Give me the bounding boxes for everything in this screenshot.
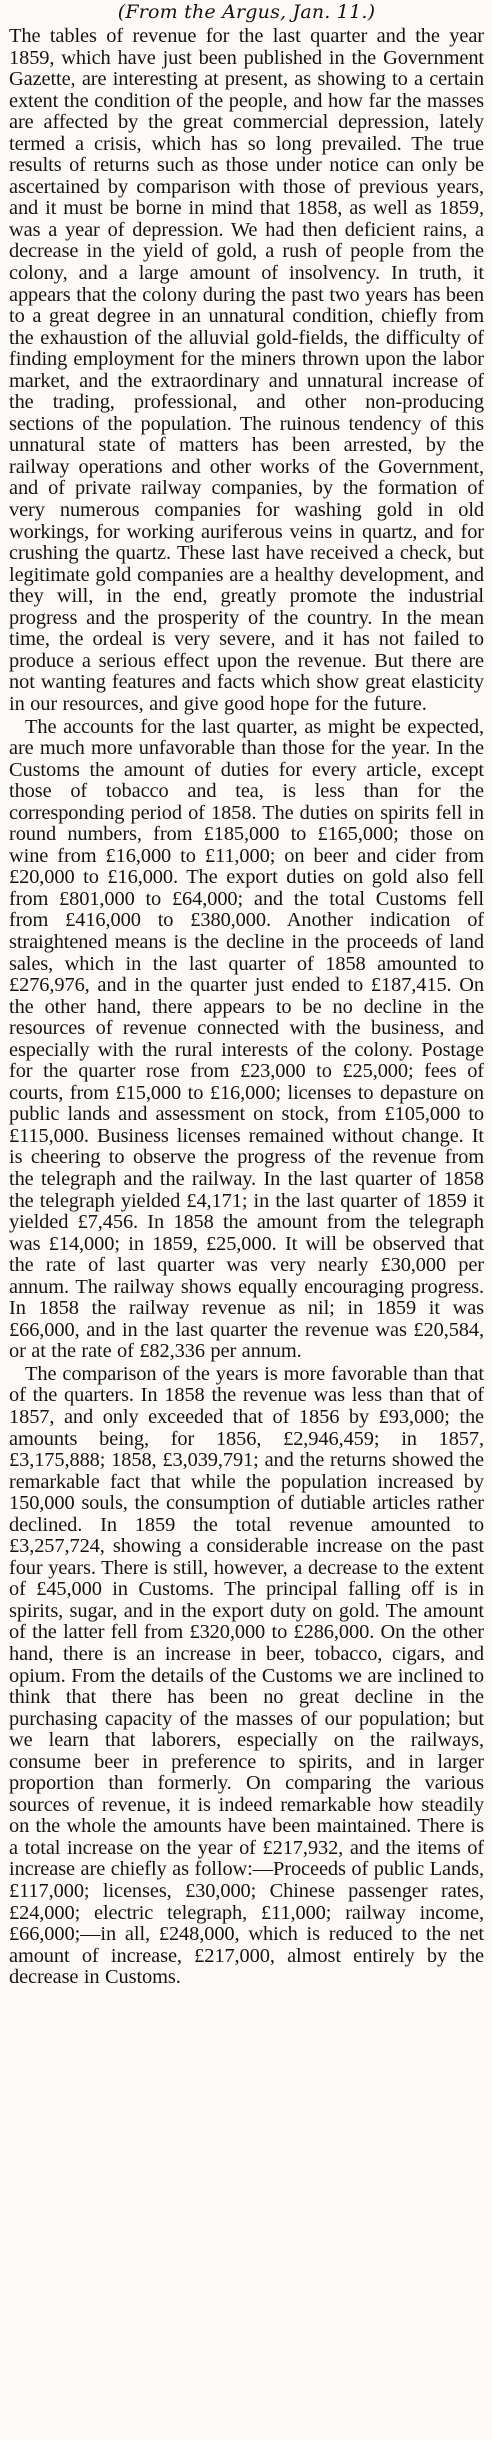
article-paragraph-3: The comparison of the years is more favorable than that of the quarters. In 1858 the revenue was less than that of 1857, and only exceeded that of 1856 by £93,000; the amounts being, for 1856, £2,946,459; in 1857, £3,175,888; 1858, £3,039,791; and the returns showed the remarkable fact that while the population increased by 150,000 souls, the consumption of dutiable articles rather declined. In 1859 the total revenue amounted to £3,257,724, showing a considerable increase on the past four years. There is still, however, a decrease to the extent of £45,000 in Customs. The principal falling off is in spirits, sugar, and in the export duty on gold. The amount of the latter fell from £320,000 to £286,000. On the other hand, there is an increase in beer, tobacco, cigars, and opium. From the details of the Customs we are inclined to think that there has been no great decline in the purchasing capacity of the masses of our population; but we learn that laborers, especially on the railways, consume beer in preference to spirits, and in larger proportion than formerly. On comparing the various sources of revenue, it is indeed remarkable how steadily on the whole the amounts have been maintained. There is a total increase on the year of £217,932, and the items of increase are chiefly as follow:—Proceeds of public Lands, £117,000; licenses, £30,000; Chinese passenger rates, £24,000; electric telegraph, £11,000; railway income, £66,000;—in all, £248,000, which is reduced to the net amount of increase, £217,000, almost entirely by the decrease in Customs. [9, 1362, 484, 1989]
article-body [9, 26, 484, 1989]
article-paragraph-2: The accounts for the last quarter, as might be expected, are much more unfavorable than those for the year. In the Customs the amount of duties for every article, except those of tobacco and tea, is less than for the corresponding period of 1858. The duties on spirits fell in round numbers, from £185,000 to £165,000; those on wine from £16,000 to £11,000; on beer and cider from £20,000 to £16,000. The export duties on gold also fell from £801,000 to £64,000; and the total Customs fell from £416,000 to £380,000. Another indication of straightened means is the decline in the proceeds of land sales, which in the last quarter of 1858 amounted to £276,976, and in the quarter just ended to £187,415. On the other hand, there appears to be no decline in the resources of revenue connected with the business, and especially with the rural interests of the colony. Postage for the quarter rose from £23,000 to £25,000; fees of courts, from £15,000 to £16,000; licenses to depasture on public lands and assessment on stock, from £105,000 to £115,000. Business licenses remained without change. It is cheering to observe the progress of the revenue from the telegraph and the railway. In the last quarter of 1858 the telegraph yielded £4,171; in the last quarter of 1859 it yielded £7,456. In 1858 the amount from the telegraph was £14,000; in 1859, £25,000. It will be observed that the rate of last quarter was very nearly £30,000 per annum. The railway shows equally encouraging progress. In 1858 the railway revenue as nil; in 1859 it was £66,000, and in the last quarter the revenue was £20,584, or at the rate of £82,336 per annum. [9, 715, 484, 1363]
article-paragraph-1: The tables of revenue for the last quarter and the year 1859, which have just been published in the Government Gazette, are interesting at present, as showing to a certain extent the condition of the people, and how far the masses are affected by the great commercial depression, lately termed a crisis, which has so long prevailed. The true results of returns such as those under notice can only be ascertained by comparison with those of previous years, and it must be borne in mind that 1858, as well as 1859, was a year of depression. We had then deficient rains, a decrease in the yield of gold, a rush of people from the colony, and a large amount of insolvency. In truth, it appears that the colony during the past two years has been to a great degree in an unnatural condition, chiefly from the exhaustion of the alluvial gold-fields, the difficulty of finding employment for the miners thrown upon the labor market, and the extraordinary and unnatural increase of the trading, professional, and other non-producing sections of the population. The ruinous tendency of this unnatural state of matters has been arrested, by the railway operations and other works of the Government, and of private railway companies, by the formation of very numerous companies for washing gold in old workings, for working auriferous veins in quartz, and for crushing the quartz. These last have received a check, but legitimate gold companies are a healthy development, and they will, in the end, greatly promote the industrial progress and the prosperity of the country. In the mean time, the ordeal is very severe, and it has not failed to produce a serious effect upon the revenue. But there are not wanting features and facts which show great elasticity in our resources, and give good hope for the future. [9, 25, 484, 715]
source-attribution: (From the Argus, Jan. 11.) [117, 1, 376, 23]
